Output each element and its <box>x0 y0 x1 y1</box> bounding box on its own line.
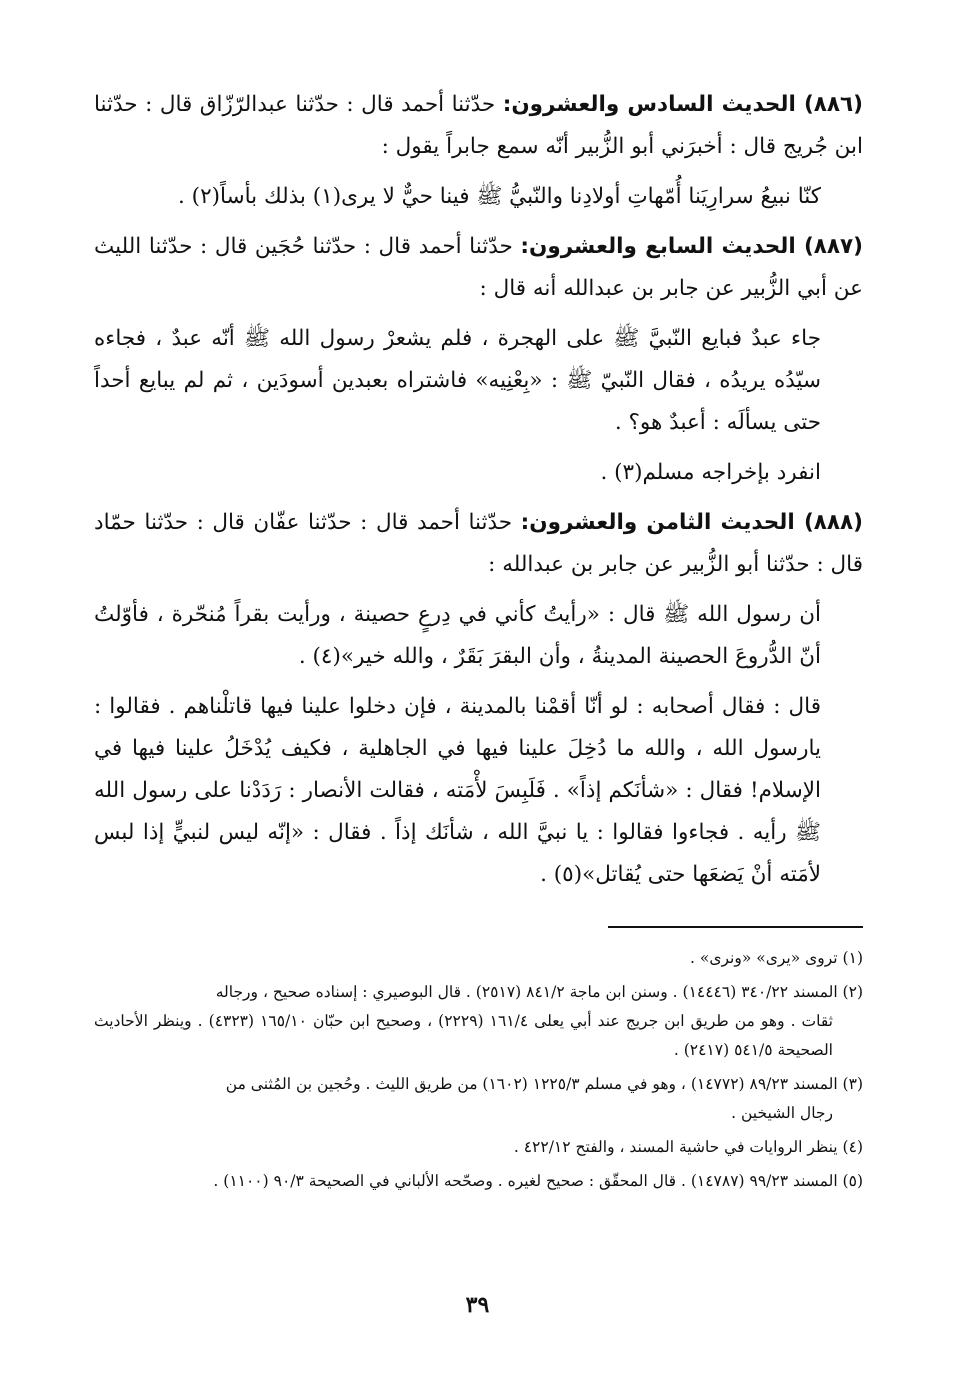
footnote-4-text: (٤) ينظر الروايات في حاشية المسند ، والفتح ٤٢٢/١٢ . <box>513 1138 863 1156</box>
footnote-1-text: (١) تروى «يرى» «ونرى» . <box>690 949 863 967</box>
hadith-886-matn: كنّا نبيعُ سرارِيَنا أُمّهاتِ أولادِنا والنّبيُّ ﷺ فينا حيٌّ لا يرى(١) بذلك بأساً(٢) . <box>178 184 821 209</box>
hadith-888-chain: حدّثنا أحمد قال : حدّثنا عفّان قال : حدّثنا حمّاد قال : حدّثنا أبو الزُّبير عن جابر بن عبدالله : <box>94 510 863 577</box>
hadith-887-chain: حدّثنا أحمد قال : حدّثنا حُجَين قال : حدّثنا الليث عن أبي الزُّبير عن جابر بن عبدالله أنه قال : <box>94 234 863 301</box>
hadith-888-matn: أن رسول الله ﷺ قال : «رأيتُ كأني في دِرعٍ حصينة ، ورأيت بقراً مُنحّرة ، فأوّلتُ أنّ الدُّروعَ الحصينة المدينةُ ، وأن البقرَ بَقَرٌ ، والله خير»(٤) . <box>94 602 821 669</box>
footnote-5-text: (٥) المسند ٩٩/٢٣ (١٤٧٨٧) . قال المحقّق : صحيح لغيره . وصحّحه الألباني في الصحيحة ٩٠/٣ (١١٠٠) . <box>213 1172 863 1190</box>
hadith-887-matn: جاء عبدٌ فبايع النّبيَّ ﷺ على الهجرة ، فلم يشعرْ رسول الله ﷺ أنّه عبدٌ ، فجاءه سيّدُه يريدُه ، فقال النّبيّ ﷺ : «بِعْنِيه» فاشتراه بعبدين أسودَين ، ثم لم يبايع أحداً حتى يسألَه : أعبدٌ هو؟ . <box>94 326 821 435</box>
footnote-2-text: (٢) المسند ٣٤٠/٢٢ (١٤٤٤٦) . وسنن ابن ماجة ٨٤١/٢ (٢٥١٧) . قال البوصيري : إسناده صحيح ، ورجاله <box>215 983 863 1001</box>
footnote-3-cont: رجال الشيخين . <box>731 1104 833 1122</box>
footnotes <box>94 944 863 1196</box>
footnote-divider <box>608 926 863 928</box>
hadith-887-note: انفرد بإخراجه مسلم(٣) . <box>600 460 821 485</box>
page-number: ٣٩ <box>465 1292 490 1318</box>
hadith-887-isnad <box>94 226 863 310</box>
hadith-886-heading: (٨٨٦) الحديث السادس والعشرون: <box>502 92 863 117</box>
footnote-5 <box>94 1167 863 1196</box>
footnote-3-text: (٣) المسند ٨٩/٢٣ (١٤٧٧٢) ، وهو في مسلم ١٢٢٥/٣ (١٦٠٢) من طريق الليث . وحُجين بن المُثنى من <box>225 1075 863 1093</box>
hadith-888-heading: (٨٨٨) الحديث الثامن والعشرون: <box>520 510 863 535</box>
footnote-3 <box>94 1070 863 1128</box>
footnote-2-cont: ثقات . وهو من طريق ابن جريج عند أبي يعلى ١٦١/٤ (٢٢٢٩) ، وصحيح ابن حبّان ١٦٥/١٠ (٤٣٢٣) . وينظر الأحاديث الصحيحة ٥٤١/٥ (٢٤١٧) . <box>94 1012 833 1059</box>
hadith-887-heading: (٨٨٧) الحديث السابع والعشرون: <box>520 234 863 259</box>
footnote-1 <box>94 944 863 973</box>
hadith-886-chain: حدّثنا أحمد قال : حدّثنا عبدالرّزّاق قال : حدّثنا ابن جُريج قال : أخبرَني أبو الزُّبير أنّه سمع جابراً يقول : <box>94 92 863 159</box>
hadith-888-isnad <box>94 502 863 586</box>
hadith-888-continuation: قال : فقال أصحابه : لو أنّا أقمْنا بالمدينة ، فإن دخلوا علينا فيها قاتلْناهم . فقالوا : يارسول الله ، والله ما دُخِلَ علينا فيها في الجاهلية ، فكيف يُدْخَلُ علينا فيها في الإسلام! فقال : «شأنَكم إذاً» . فَلَبِسَ لأْمَته ، فقالت الأنصار : رَدَدْنا على رسول الله ﷺ رأيه . فجاءوا فقالوا : يا نبيَّ الله ، شأنَك إذاً . فقال : «إنّه ليس لنبيٍّ إذا لبس لأمَته أنْ يَضعَها حتى يُقاتل»(٥) . <box>94 694 821 887</box>
footnote-2 <box>94 978 863 1065</box>
footnote-4 <box>94 1133 863 1162</box>
hadith-886-isnad <box>94 84 863 168</box>
